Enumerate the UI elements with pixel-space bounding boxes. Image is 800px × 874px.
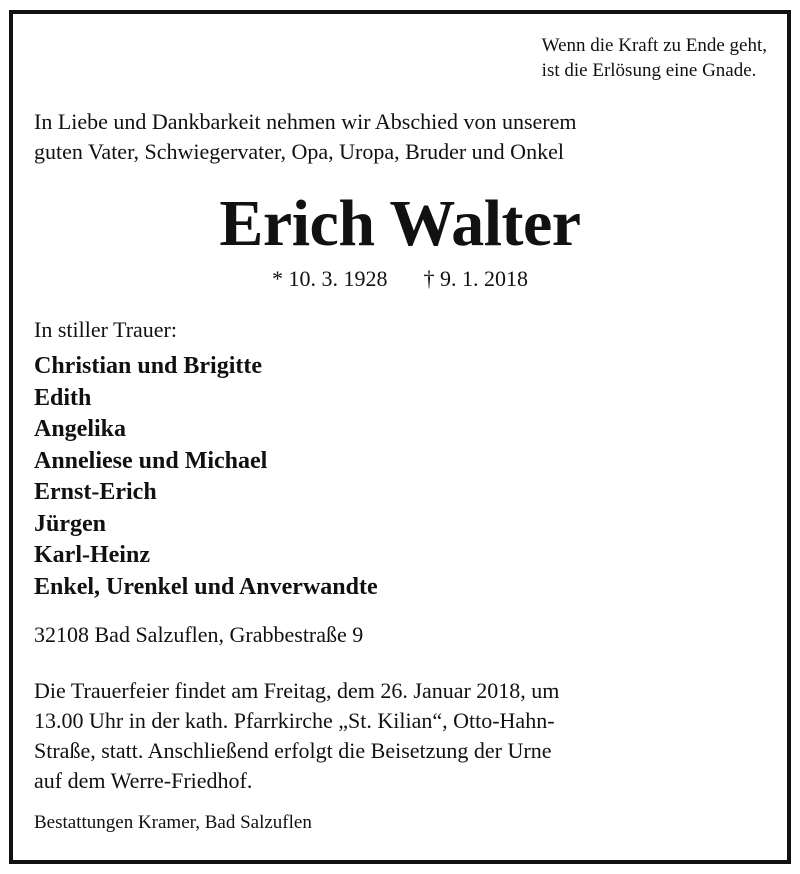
mourner-name: Christian und Brigitte	[34, 353, 263, 379]
birth-date: * 10. 3. 1928	[272, 266, 388, 291]
mourner-name: Ernst-Erich	[34, 479, 157, 505]
mourner-name: Enkel, Urenkel und Anverwandte	[34, 573, 378, 600]
motto-line: ist die Erlösung eine Gnade.	[541, 60, 757, 81]
mourner-name: Edith	[34, 384, 92, 411]
ceremony-line: 13.00 Uhr in der kath. Pfarrkirche „St. Kilian“, Otto-Hahn-	[34, 708, 555, 733]
intro-line: guten Vater, Schwiegervater, Opa, Uropa, Bruder und Onkel	[34, 139, 564, 164]
death-date: † 9. 1. 2018	[423, 266, 528, 291]
undertaker-credit: Bestattungen Kramer, Bad Salzuflen	[34, 812, 312, 833]
ceremony-line: Straße, statt. Anschließend erfolgt die Beisetzung der Urne	[34, 738, 552, 763]
mourner-name: Jürgen	[34, 510, 106, 537]
motto-line: Wenn die Kraft zu Ende geht,	[541, 35, 767, 56]
mourner-name: Karl-Heinz	[34, 542, 150, 568]
family-address: 32108 Bad Salzuflen, Grabbestraße 9	[34, 622, 364, 647]
deceased-name: Erich Walter	[219, 187, 581, 260]
life-dates	[0, 264, 800, 294]
ceremony-info	[34, 676, 559, 796]
motto-quote	[542, 33, 767, 83]
ceremony-line: auf dem Werre-Friedhof.	[34, 768, 253, 793]
mourner-name: Anneliese und Michael	[34, 447, 268, 474]
intro-text	[34, 107, 577, 167]
mourning-label: In stiller Trauer:	[34, 317, 177, 342]
intro-line: In Liebe und Dankbarkeit nehmen wir Abschied von unserem	[34, 109, 577, 134]
ceremony-line: Die Trauerfeier findet am Freitag, dem 26. Januar 2018, um	[34, 678, 560, 703]
mourner-name: Angelika	[34, 416, 127, 442]
mourners-list	[34, 351, 378, 603]
